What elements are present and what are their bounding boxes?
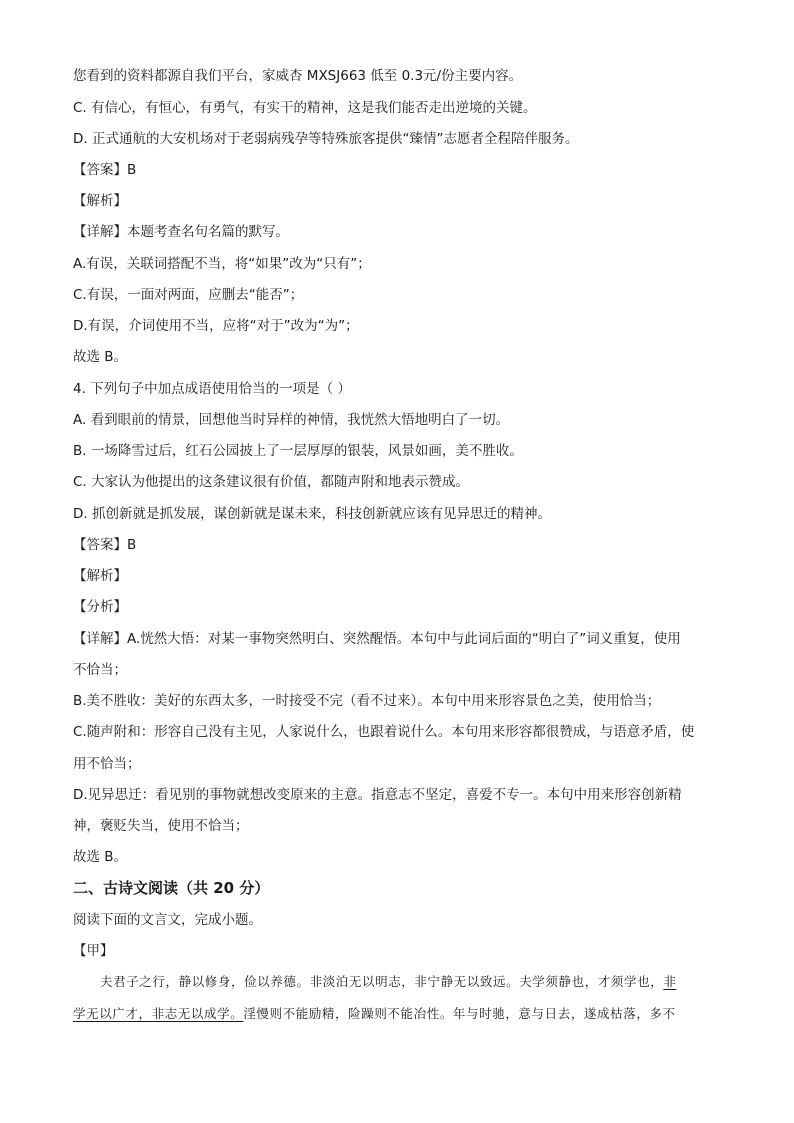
source-notice-line: 您看到的资料都源自我们平台，家威杏 MXSJ663 低至 0.3元/份主要内容。	[73, 68, 523, 84]
analysis-label: 【解析】	[73, 193, 127, 209]
analysis-label: 【解析】	[73, 568, 127, 584]
detail-explanation: 【详解】本题考查名句名篇的默写。	[73, 224, 289, 240]
classical-text: 淫慢则不能励精，险躁则不能冶性。年与时驰，意与日去，遂成枯落，多不	[243, 1006, 676, 1021]
passage-jia-label: 【甲】	[73, 943, 114, 959]
option-d-line: D. 正式通航的大安机场对于老弱病残孕等特殊旅客提供“臻情”志愿者全程陪伴服务。	[73, 131, 579, 147]
classical-text: 夫君子之行，静以修身，俭以养德。非淡泊无以明志，非宁静无以致远。夫学须静也，才须学也，	[100, 974, 664, 989]
answer-label: 【答案】B	[73, 537, 137, 553]
detail-explanation-d-cont: 神，褒贬失当，使用不恰当；	[73, 818, 249, 834]
detail-explanation-a-cont: 不恰当；	[73, 662, 127, 678]
question-4-option-c: C. 大家认为他提出的这条建议很有价值，都随声附和地表示赞成。	[73, 474, 470, 490]
reading-instruction: 阅读下面的文言文，完成小题。	[73, 912, 262, 928]
detail-explanation-d: D.见异思迁：看见别的事物就想改变原来的主意。指意志不坚定，喜爱不专一。本句中用来形容创新精	[73, 787, 682, 803]
detail-explanation-c-cont: 用不恰当；	[73, 756, 141, 772]
section-heading: 二、古诗文阅读（共 20 分）	[73, 879, 270, 897]
explanation-a: A.有误，关联词搭配不当，将“如果”改为“只有”；	[73, 256, 371, 272]
detail-explanation-b: B.美不胜收：美好的东西太多，一时接受不完（看不过来）。本句中用来形容景色之美，使用恰当；	[73, 693, 661, 709]
option-c-line: C. 有信心，有恒心，有勇气，有实干的精神，这是我们能否走出逆境的关键。	[73, 100, 537, 116]
explanation-c: C.有误，一面对两面，应删去“能否”；	[73, 287, 304, 303]
question-4-option-a: A. 看到眼前的情景，回想他当时异样的神情，我恍然大悟地明白了一切。	[73, 412, 510, 428]
detail-explanation-a: 【详解】A.恍然大悟：对某一事物突然明白、突然醒悟。本句中与此词后面的“明白了”词义重复，使用	[73, 631, 681, 647]
choice-conclusion: 故选 B。	[73, 849, 128, 865]
question-4-option-b: B. 一场降雪过后，红石公园披上了一层厚厚的银装，风景如画，美不胜收。	[73, 443, 523, 459]
answer-label: 【答案】B	[73, 162, 137, 178]
underlined-text: 非	[663, 974, 677, 989]
detail-explanation-c: C.随声附和：形容自己没有主见，人家说什么，也跟着说什么。本句用来形容都很赞成，与语意矛盾，使	[73, 724, 695, 740]
explanation-d: D.有误，介词使用不当，应将“对于”改为“为”；	[73, 318, 359, 334]
underlined-text: 学无以广才，非志无以成学。	[73, 1006, 244, 1021]
question-4-stem: 4. 下列句子中加点成语使用恰当的一项是（ ）	[73, 381, 351, 397]
classical-passage-line-2	[73, 1004, 721, 1024]
analysis-heading: 【分析】	[73, 599, 127, 615]
classical-passage-line-1	[100, 972, 721, 992]
choice-conclusion: 故选 B。	[73, 349, 128, 365]
question-4-option-d: D. 抓创新就是抓发展，谋创新就是谋未来，科技创新就应该有见异思迁的精神。	[73, 506, 551, 522]
